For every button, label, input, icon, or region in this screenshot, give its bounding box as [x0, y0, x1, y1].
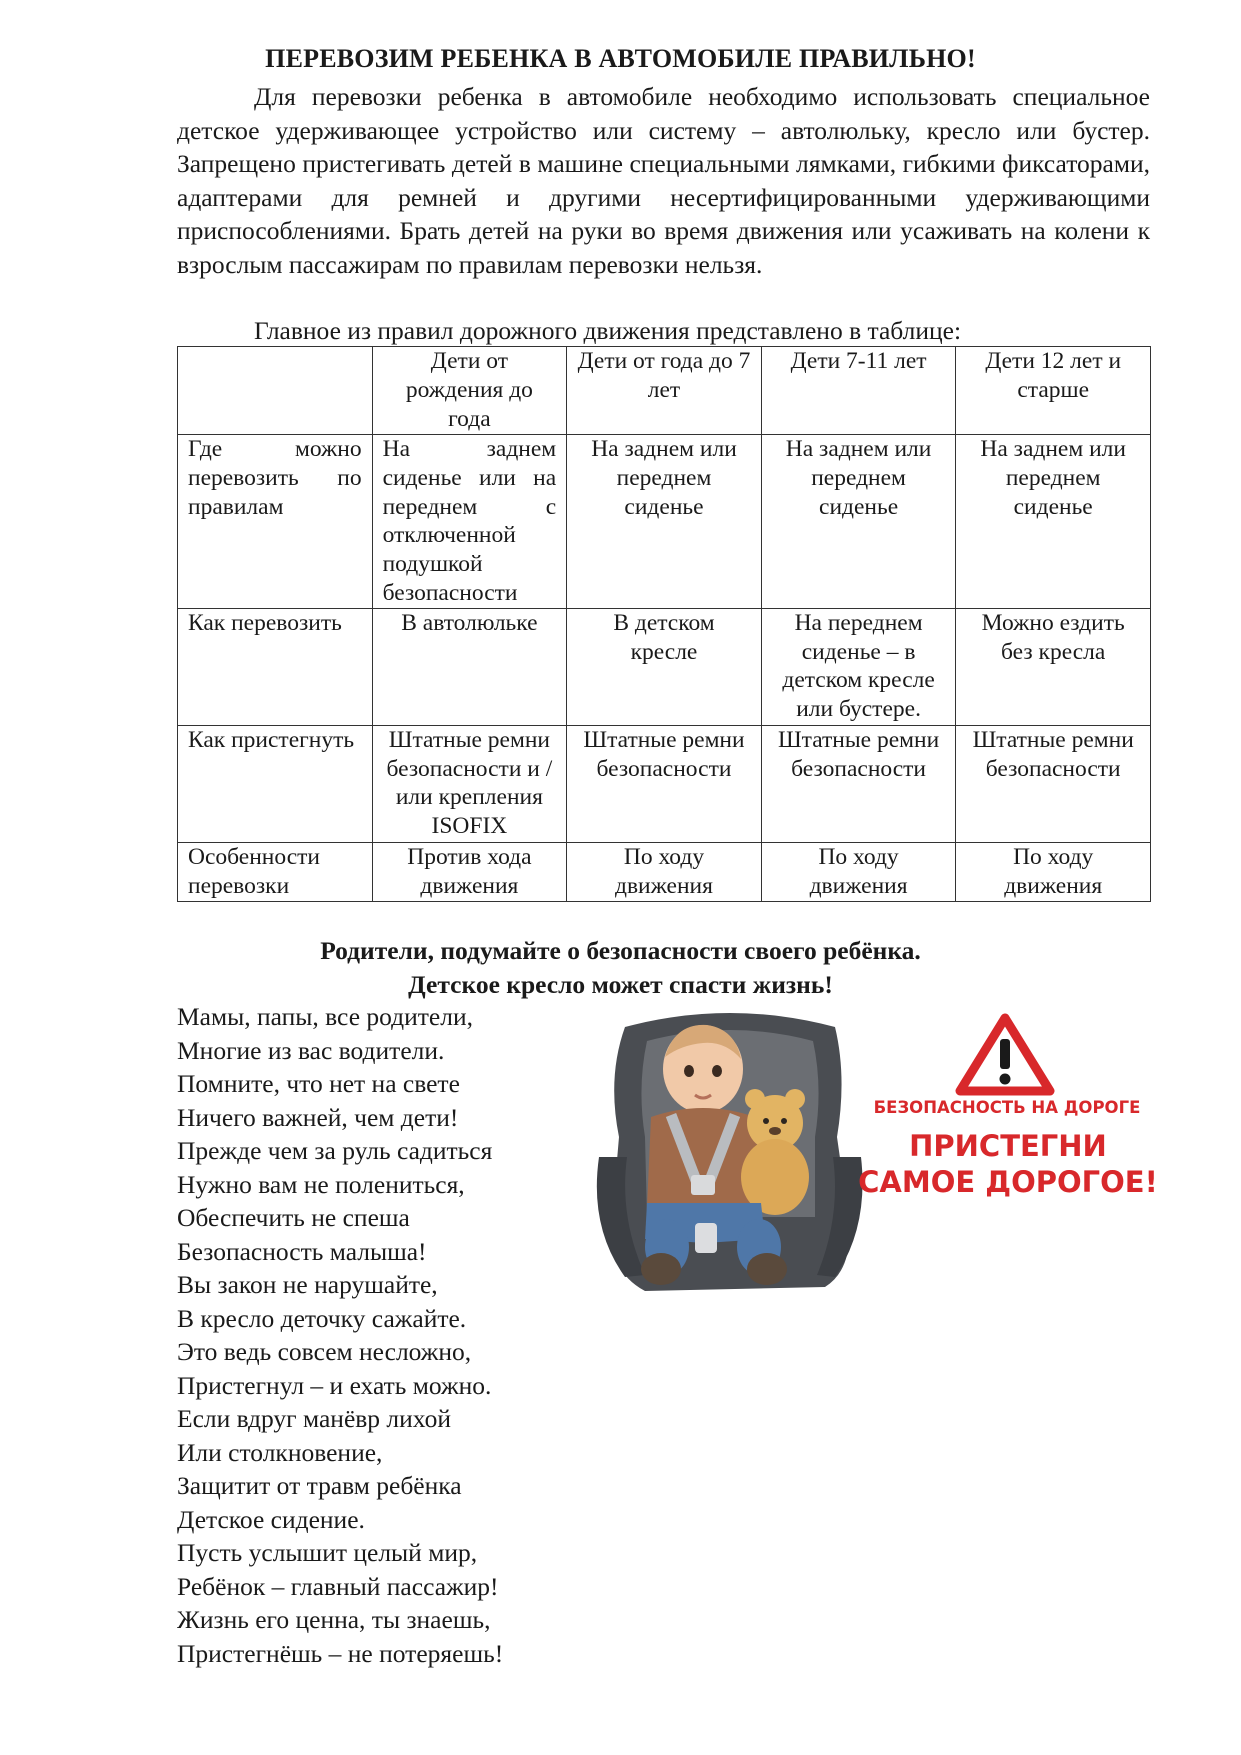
table-cell: Штатные ремни безопасности [956, 725, 1151, 842]
table-row [178, 842, 1151, 901]
slogan-line: ПРИСТЕГНИ [909, 1129, 1107, 1163]
table-row-label: Как перевозить [178, 608, 373, 725]
warning-triangle-icon [954, 1013, 1056, 1096]
slogan-line: САМОЕ ДОРОГОЕ! [858, 1165, 1158, 1199]
table-cell: На заднем сиденье или на переднем с отключенной подушкой безопасности [372, 435, 567, 609]
page-title: ПЕРЕВОЗИМ РЕБЕНКА В АВТОМОБИЛЕ ПРАВИЛЬНО! [265, 44, 976, 73]
table-cell: По ходу движения [567, 842, 762, 901]
table-header-cell: Дети от года до 7 лет [567, 347, 762, 435]
poem-line: Пристегнёшь – не потеряешь! [177, 1638, 504, 1668]
table-cell: В автолюльке [372, 608, 567, 725]
poem-line: Безопасность малыша! [177, 1236, 427, 1266]
table-cell: На заднем или переднем сиденье [956, 435, 1151, 609]
poem [177, 1000, 503, 1670]
poem-line: Вы закон не нарушайте, [177, 1270, 438, 1299]
table-cell: На заднем или переднем сиденье [761, 435, 956, 609]
table-lead: Главное из правил дорожного движения представлено в таблице: [254, 316, 962, 345]
poem-line: Пристегнул – и ехать можно. [177, 1370, 492, 1400]
poem-line: Или столкновение, [177, 1437, 383, 1467]
table-row [178, 725, 1151, 842]
table-cell: Можно ездить без кресла [956, 608, 1151, 725]
poem-line: Многие из вас водители. [177, 1035, 445, 1065]
poem-line: Ничего важней, чем дети! [177, 1102, 459, 1132]
poem-line: Защитит от травм ребёнка [177, 1471, 462, 1500]
poem-line: В кресло деточку сажайте. [177, 1303, 467, 1333]
poem-line: Нужно вам не полениться, [177, 1169, 465, 1199]
poem-line: Мамы, папы, все родители, [177, 1002, 473, 1031]
table-cell: Штатные ремни безопасности [761, 725, 956, 842]
table-header-cell: Дети 12 лет и старше [956, 347, 1151, 435]
poem-line: Это ведь совсем несложно, [177, 1337, 472, 1366]
appeal-line: Детское кресло может спасти жизнь! [408, 969, 833, 999]
appeal-line: Родители, подумайте о безопасности своего ребёнка. [320, 936, 921, 965]
poem-line: Если вдруг манёвр лихой [177, 1404, 451, 1433]
poem-line: Пусть услышит целый мир, [177, 1538, 478, 1567]
poem-line: Прежде чем за руль садиться [177, 1136, 493, 1165]
poem-line: Обеспечить не спеша [177, 1203, 410, 1232]
table-cell: В детском кресле [567, 608, 762, 725]
table-row [178, 435, 1151, 609]
poem-line: Детское сидение. [177, 1504, 365, 1534]
table-cell: Штатные ремни безопасности и / или крепления ISOFIX [372, 725, 567, 842]
appeal-heading [0, 934, 1241, 1001]
rules-table [177, 346, 1151, 902]
table-row [178, 608, 1151, 725]
table-row-label: Где можно перевозить по правилам [178, 435, 373, 609]
table-cell: На переднем сиденье – в детском кресле или бустере. [761, 608, 956, 725]
table-header-cell [178, 347, 373, 435]
table-header-cell: Дети 7-11 лет [761, 347, 956, 435]
poem-line: Жизнь его ценна, ты знаешь, [177, 1605, 491, 1634]
table-cell: На заднем или переднем сиденье [567, 435, 762, 609]
intro-paragraph: Для перевозки ребенка в автомобиле необходимо использовать специальное детское удерживающее устройство или систему – автолюльку, кресло или бустер. Запрещено пристегивать детей в машине специальными лямками, гибкими фиксаторами, адаптерами для ремней и другими несертифицированными удерживающими приспособлениями. Брать детей на руки во время движения или усаживать на колени к взрослым пассажирам по правилам перевозки нельзя. [177, 82, 1150, 279]
table-row-label: Особенности перевозки [178, 842, 373, 901]
poem-line: Помните, что нет на свете [177, 1069, 460, 1098]
table-row-label: Как пристегнуть [178, 725, 373, 842]
table-header-cell: Дети от рождения до года [372, 347, 567, 435]
table-cell: По ходу движения [761, 842, 956, 901]
table-cell: Против хода движения [372, 842, 567, 901]
table-header-row [178, 347, 1151, 435]
poem-line: Ребёнок – главный пассажир! [177, 1571, 499, 1601]
table-cell: Штатные ремни безопасности [567, 725, 762, 842]
table-cell: По ходу движения [956, 842, 1151, 901]
slogan [858, 1128, 1158, 1200]
child-car-seat-image [585, 1007, 875, 1294]
road-safety-caption: БЕЗОПАСНОСТЬ НА ДОРОГЕ [873, 1098, 1141, 1117]
